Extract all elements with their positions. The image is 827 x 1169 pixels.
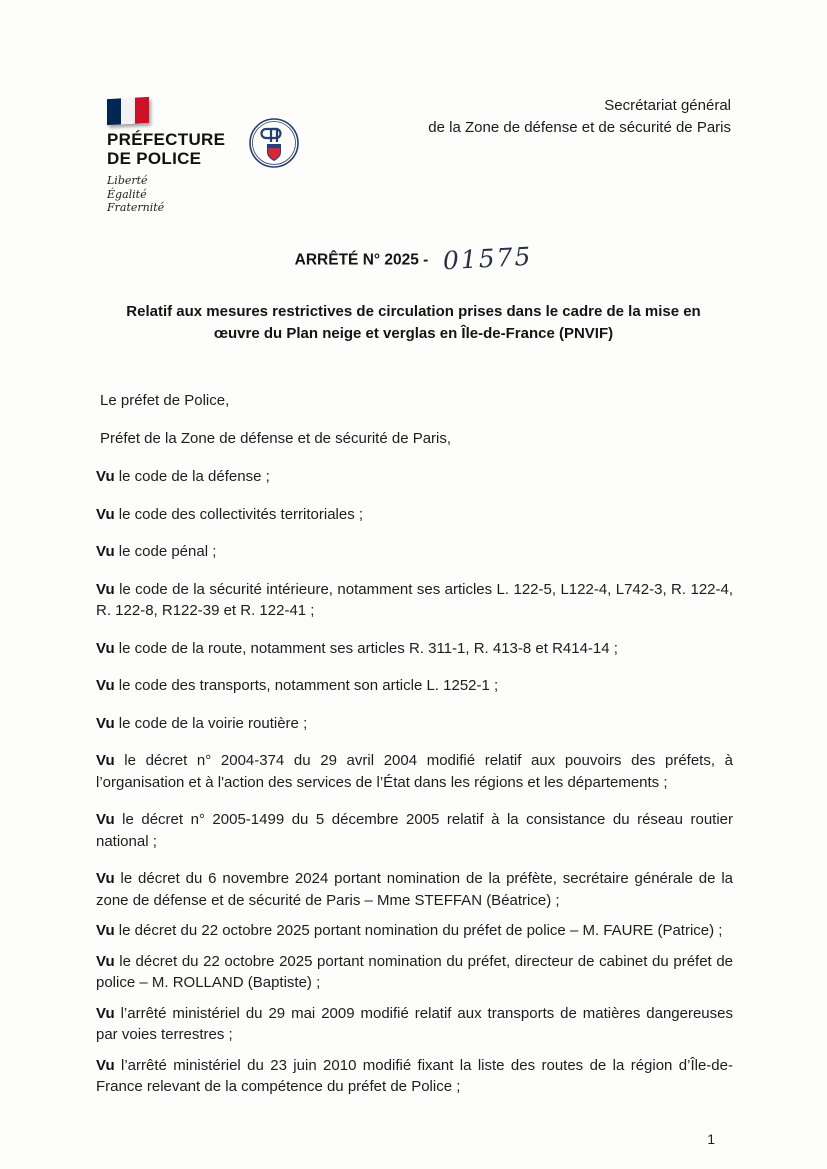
document-body xyxy=(96,390,733,1107)
vu-paragraph xyxy=(96,920,733,942)
motto-fraternite: Fraternité xyxy=(107,201,165,214)
handwritten-decree-number: 01575 xyxy=(441,241,533,276)
vu-paragraph xyxy=(96,750,733,793)
vu-paragraph xyxy=(96,809,733,852)
page-number: 1 xyxy=(707,1131,715,1147)
intro-line-2: Préfet de la Zone de défense et de sécurité de Paris, xyxy=(100,430,452,447)
prefecture-name-line2: DE POLICE xyxy=(107,149,202,168)
vu-prefix: Vu xyxy=(96,639,115,657)
republic-motto xyxy=(107,174,257,215)
vu-prefix: Vu xyxy=(96,543,115,560)
vu-prefix: Vu xyxy=(96,870,115,887)
vu-prefix: Vu xyxy=(96,677,115,694)
office-line1: Secrétariat général xyxy=(604,97,731,114)
vu-text: le décret n° 2004-374 du 29 avril 2004 modifié relatif aux pouvoirs des préfets, à l’organisation et à l'action des services de l’État dans les régions et les départements ; xyxy=(96,752,733,791)
decree-subject: Relatif aux mesures restrictives de circulation prises dans le cadre de la mise en œuvre du Plan neige et verglas en Île-de-France (PNVIF) xyxy=(126,303,701,342)
vu-text: le décret du 22 octobre 2025 portant nomination du préfet, directeur de cabinet du préfet de police – M. ROLLAND (Baptiste) ; xyxy=(96,952,734,991)
issuing-office xyxy=(428,95,731,139)
vu-prefix: Vu xyxy=(96,580,115,598)
vu-text: l’arrêté ministériel du 23 juin 2010 modifié fixant la liste des routes de la région d’Île-de-France relevant de la compétence du préfet de Police ; xyxy=(96,1056,733,1095)
vu-prefix: Vu xyxy=(96,468,115,485)
decree-number-printed: ARRÊTÉ N° 2025 - xyxy=(294,251,429,269)
vu-prefix: Vu xyxy=(96,505,115,523)
vu-text: le code de la sécurité intérieure, notamment ses articles L. 122-5, L122-4, L742-3, R. 122-4, R. 122-8, R122-39 et R. 122-41 ; xyxy=(96,580,734,619)
vu-text: le code des collectivités territoriales ; xyxy=(118,505,364,523)
vu-paragraph xyxy=(96,638,733,660)
prefecture-name-line1: PRÉFECTURE xyxy=(107,130,226,149)
vu-text: le code des transports, notamment son article L. 1252-1 ; xyxy=(118,677,499,694)
motto-egalite: Égalité xyxy=(107,187,147,201)
vu-prefix: Vu xyxy=(96,952,115,970)
vu-paragraph xyxy=(96,466,733,488)
vu-text: le code de la défense ; xyxy=(118,468,270,485)
vu-prefix: Vu xyxy=(96,714,115,732)
vu-text: le décret du 22 octobre 2025 portant nomination du préfet de police – M. FAURE (Patrice) ; xyxy=(118,922,723,939)
prefecture-brand-block xyxy=(107,98,257,215)
french-flag-icon xyxy=(107,97,149,125)
vu-text: le décret du 6 novembre 2024 portant nomination de la préfète, secrétaire générale de la zone de défense et de sécurité de Paris – Mme STEFFAN (Béatrice) ; xyxy=(96,870,733,909)
office-line2: de la Zone de défense et de sécurité de Paris xyxy=(428,119,731,136)
vu-paragraph xyxy=(96,1055,733,1098)
prefecture-name xyxy=(107,130,257,168)
vu-text: le décret n° 2005-1499 du 5 décembre 2005 relatif à la consistance du réseau routier national ; xyxy=(96,811,733,850)
vu-paragraph xyxy=(96,868,733,911)
intro-line-1: Le préfet de Police, xyxy=(100,392,230,409)
motto-liberte: Liberté xyxy=(107,174,148,187)
vu-paragraph xyxy=(96,579,733,622)
vu-prefix: Vu xyxy=(96,922,115,939)
vu-prefix: Vu xyxy=(96,1056,115,1074)
vu-paragraph xyxy=(96,1003,733,1046)
decree-number-title xyxy=(0,241,827,276)
vu-paragraph xyxy=(96,675,733,697)
vu-text: le code pénal ; xyxy=(118,543,217,560)
vu-text: le code de la route, notamment ses articles R. 311-1, R. 413-8 et R414-14 ; xyxy=(118,639,618,657)
vu-paragraph xyxy=(96,951,733,994)
vu-paragraph xyxy=(96,541,733,563)
pp-monogram-seal-icon xyxy=(248,117,300,169)
vu-paragraph xyxy=(96,713,733,735)
vu-prefix: Vu xyxy=(96,1004,115,1022)
vu-text: l’arrêté ministériel du 29 mai 2009 modifié relatif aux transports de matières dangereuses par voies terrestres ; xyxy=(96,1004,733,1043)
vu-prefix: Vu xyxy=(96,811,115,828)
vu-text: le code de la voirie routière ; xyxy=(118,714,308,732)
vu-prefix: Vu xyxy=(96,752,115,769)
vu-paragraph xyxy=(96,504,733,526)
